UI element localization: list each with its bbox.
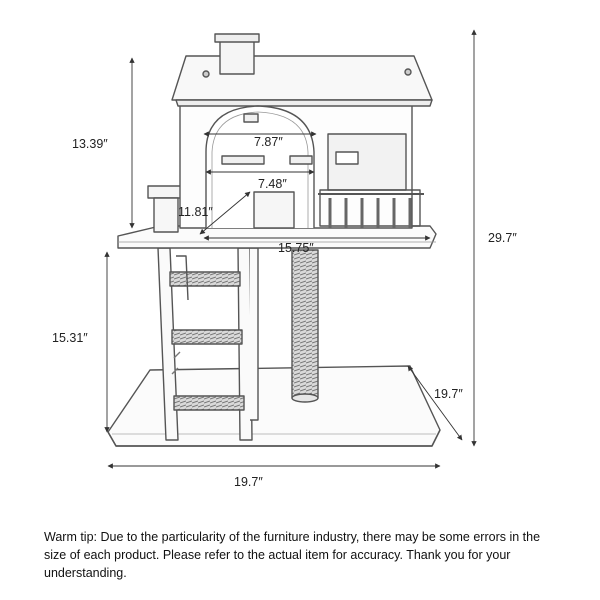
dim-door-width: 7.87″ (254, 135, 283, 149)
base-board (108, 366, 440, 446)
dim-house-depth: 11.81″ (178, 205, 213, 219)
dim-lower-height: 15.31″ (52, 331, 88, 345)
sisal-post (292, 250, 318, 402)
dim-platform-width: 15.75″ (278, 241, 314, 255)
cat-tree-drawing (108, 34, 440, 446)
dim-house-height: 13.39″ (72, 137, 108, 151)
dim-door-opening: 7.48″ (258, 177, 287, 191)
warm-tip-note: Warm tip: Due to the particularity of the furniture industry, there may be some errors in the size of each product. Please refer to the actual item for accuracy. Thank you for your understanding. (44, 530, 541, 580)
dim-base-depth: 19.7″ (434, 387, 463, 401)
house (172, 34, 432, 228)
dim-total-height: 29.7″ (488, 231, 517, 245)
dim-base-width: 19.7″ (234, 475, 263, 489)
